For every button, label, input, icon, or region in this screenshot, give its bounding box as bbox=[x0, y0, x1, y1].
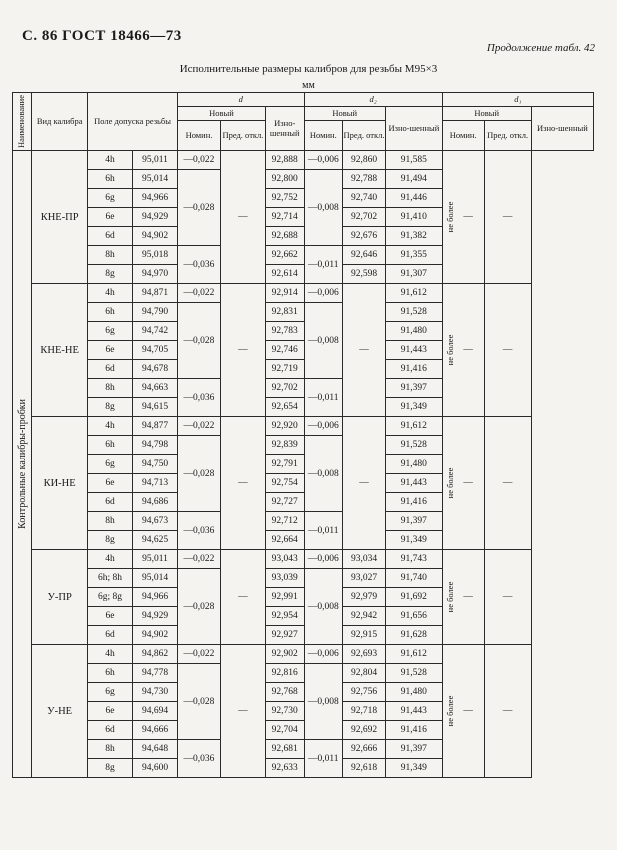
d1-nominal: 91,743 bbox=[385, 550, 442, 569]
tolerance-field: 4h bbox=[88, 645, 133, 664]
d-deviation: —0,022 bbox=[178, 645, 221, 664]
col-name-header: Наименование bbox=[13, 93, 32, 151]
d2-worn: 92,718 bbox=[343, 702, 386, 721]
d2-deviation: —0,006 bbox=[304, 417, 343, 436]
d2-nominal: 92,920 bbox=[265, 417, 304, 436]
tolerance-field: 8h bbox=[88, 512, 133, 531]
d-deviation: —0,022 bbox=[178, 417, 221, 436]
d2-worn-header: Изно-шенный bbox=[385, 107, 442, 151]
d2-nominal: 92,800 bbox=[265, 170, 304, 189]
col-d1-header: d₁ bbox=[442, 93, 593, 107]
d2-worn: 92,756 bbox=[343, 683, 386, 702]
d-deviation: —0,028 bbox=[178, 569, 221, 645]
d1-nominal: 91,740 bbox=[385, 569, 442, 588]
tolerance-field: 6h bbox=[88, 664, 133, 683]
d1-nominal: 91,480 bbox=[385, 455, 442, 474]
d2-worn: 92,598 bbox=[343, 265, 386, 284]
d1-deviation: — bbox=[463, 706, 473, 716]
tolerance-field: 6d bbox=[88, 227, 133, 246]
d-nominal: 94,929 bbox=[133, 208, 178, 227]
page-header: С. 86 ГОСТ 18466—73 bbox=[22, 28, 182, 44]
d1-nominal: 91,382 bbox=[385, 227, 442, 246]
d2-worn: 92,740 bbox=[343, 189, 386, 208]
d-nominal: 94,862 bbox=[133, 645, 178, 664]
d-nominal: 94,871 bbox=[133, 284, 178, 303]
col-kind-header: Вид калибра bbox=[32, 93, 88, 151]
d1-worn: — bbox=[484, 550, 531, 645]
d-nominal: 94,902 bbox=[133, 626, 178, 645]
d1-nominal: 91,443 bbox=[385, 341, 442, 360]
d2-worn: — bbox=[343, 284, 386, 417]
d2-deviation: —0,006 bbox=[304, 284, 343, 303]
d2-deviation: —0,011 bbox=[304, 246, 343, 284]
d-nominal: 94,713 bbox=[133, 474, 178, 493]
d2-deviation: —0,006 bbox=[304, 151, 343, 170]
d-deviation: —0,028 bbox=[178, 170, 221, 246]
d2-nominal: 92,839 bbox=[265, 436, 304, 455]
tolerance-field: 6e bbox=[88, 702, 133, 721]
d2-deviation: —0,008 bbox=[304, 436, 343, 512]
d-deviation: —0,036 bbox=[178, 512, 221, 550]
table-row bbox=[13, 284, 594, 303]
d2-nominal: 92,662 bbox=[265, 246, 304, 265]
d2-dev-header: Пред. откл. bbox=[343, 121, 386, 151]
d-nom-header: Номин. bbox=[178, 121, 221, 151]
d1-deviation: — bbox=[463, 478, 473, 488]
d1-nominal: 91,612 bbox=[385, 284, 442, 303]
table-body bbox=[13, 151, 594, 778]
d1-nominal: 91,480 bbox=[385, 322, 442, 341]
d-nominal: 94,673 bbox=[133, 512, 178, 531]
tolerance-field: 6e bbox=[88, 341, 133, 360]
d2-nominal: 92,954 bbox=[265, 607, 304, 626]
tolerance-field: 6g bbox=[88, 683, 133, 702]
d-worn: — bbox=[220, 417, 265, 550]
d2-worn: 92,646 bbox=[343, 246, 386, 265]
d2-worn: 92,618 bbox=[343, 759, 386, 778]
d1-deviation-cell bbox=[442, 151, 484, 284]
d2-nominal: 92,783 bbox=[265, 322, 304, 341]
d2-nominal: 92,719 bbox=[265, 360, 304, 379]
d1-nominal: 91,349 bbox=[385, 531, 442, 550]
d-nominal: 94,778 bbox=[133, 664, 178, 683]
d-nominal: 94,798 bbox=[133, 436, 178, 455]
d-deviation: —0,022 bbox=[178, 550, 221, 569]
d-deviation: —0,036 bbox=[178, 246, 221, 284]
d2-nominal: 92,633 bbox=[265, 759, 304, 778]
d2-deviation: —0,011 bbox=[304, 512, 343, 550]
d2-nominal: 92,712 bbox=[265, 512, 304, 531]
d1-deviation-cell bbox=[442, 284, 484, 417]
d2-nominal: 92,614 bbox=[265, 265, 304, 284]
d2-nominal: 92,702 bbox=[265, 379, 304, 398]
d2-deviation: —0,006 bbox=[304, 550, 343, 569]
d-nominal: 94,970 bbox=[133, 265, 178, 284]
col-d-header: d bbox=[178, 93, 304, 107]
d1-nominal: 91,443 bbox=[385, 474, 442, 493]
d-deviation: —0,028 bbox=[178, 436, 221, 512]
d1-nominal: 91,480 bbox=[385, 683, 442, 702]
tolerance-field: 6h bbox=[88, 303, 133, 322]
d1-dev-header: Пред. откл. bbox=[484, 121, 531, 151]
d2-nominal: 92,902 bbox=[265, 645, 304, 664]
tolerance-field: 6g bbox=[88, 455, 133, 474]
col-d2-header: d₂ bbox=[304, 93, 442, 107]
not-more-label: не более bbox=[444, 201, 455, 233]
d-nominal: 94,663 bbox=[133, 379, 178, 398]
tolerance-field: 6e bbox=[88, 474, 133, 493]
d2-worn: 92,860 bbox=[343, 151, 386, 170]
d1-deviation-cell bbox=[442, 645, 484, 778]
d1-worn: — bbox=[484, 151, 531, 284]
d-nominal: 94,750 bbox=[133, 455, 178, 474]
d2-worn: 92,693 bbox=[343, 645, 386, 664]
d2-worn: 92,804 bbox=[343, 664, 386, 683]
tolerance-field: 8g bbox=[88, 265, 133, 284]
tolerance-field: 6e bbox=[88, 208, 133, 227]
d2-worn: 92,915 bbox=[343, 626, 386, 645]
d2-deviation: —0,008 bbox=[304, 170, 343, 246]
d1-worn: — bbox=[484, 284, 531, 417]
d1-nominal: 91,349 bbox=[385, 398, 442, 417]
d-worn: — bbox=[220, 151, 265, 284]
tolerance-field: 4h bbox=[88, 284, 133, 303]
d1-deviation: — bbox=[463, 592, 473, 602]
d-nominal: 95,014 bbox=[133, 569, 178, 588]
d-nominal: 95,018 bbox=[133, 246, 178, 265]
tolerance-field: 6h bbox=[88, 436, 133, 455]
table-head bbox=[13, 93, 594, 151]
d2-nominal: 92,664 bbox=[265, 531, 304, 550]
d1-worn: — bbox=[484, 417, 531, 550]
table-row bbox=[13, 645, 594, 664]
table-row bbox=[13, 151, 594, 170]
d-nominal: 94,966 bbox=[133, 189, 178, 208]
calibre-table bbox=[12, 92, 594, 778]
d1-nominal: 91,416 bbox=[385, 493, 442, 512]
tolerance-field: 8h bbox=[88, 379, 133, 398]
tolerance-field: 4h bbox=[88, 417, 133, 436]
tolerance-field: 8h bbox=[88, 246, 133, 265]
tolerance-field: 6g bbox=[88, 322, 133, 341]
d1-nominal: 91,528 bbox=[385, 436, 442, 455]
d2-worn: 93,034 bbox=[343, 550, 386, 569]
d1-nominal: 91,612 bbox=[385, 417, 442, 436]
d1-nominal: 91,397 bbox=[385, 379, 442, 398]
d1-worn-header: Изно-шенный bbox=[531, 107, 593, 151]
d-nominal: 94,694 bbox=[133, 702, 178, 721]
d1-nominal: 91,349 bbox=[385, 759, 442, 778]
d1-nominal: 91,528 bbox=[385, 664, 442, 683]
d-nominal: 94,929 bbox=[133, 607, 178, 626]
d1-nominal: 91,494 bbox=[385, 170, 442, 189]
d-nominal: 94,902 bbox=[133, 227, 178, 246]
tolerance-field: 6h bbox=[88, 170, 133, 189]
d2-new-header: Новый bbox=[304, 107, 385, 121]
d2-deviation: —0,011 bbox=[304, 740, 343, 778]
d1-nominal: 91,446 bbox=[385, 189, 442, 208]
group-label-cell bbox=[13, 151, 32, 778]
tolerance-field: 6d bbox=[88, 493, 133, 512]
d1-nominal: 91,416 bbox=[385, 721, 442, 740]
d-nominal: 94,966 bbox=[133, 588, 178, 607]
d1-deviation-cell bbox=[442, 550, 484, 645]
tolerance-field: 8g bbox=[88, 759, 133, 778]
table-row bbox=[13, 417, 594, 436]
d-new-header: Новый bbox=[178, 107, 266, 121]
d-dev-header: Пред. откл. bbox=[220, 121, 265, 151]
d-deviation: —0,022 bbox=[178, 151, 221, 170]
not-more-label: не более bbox=[444, 581, 455, 613]
d2-nominal: 92,730 bbox=[265, 702, 304, 721]
not-more-label: не более bbox=[444, 695, 455, 727]
d1-nominal: 91,397 bbox=[385, 740, 442, 759]
d2-nominal: 93,043 bbox=[265, 550, 304, 569]
d2-worn: — bbox=[343, 417, 386, 550]
tolerance-field: 8g bbox=[88, 531, 133, 550]
d2-worn: 92,788 bbox=[343, 170, 386, 189]
d2-nominal: 92,816 bbox=[265, 664, 304, 683]
d-nominal: 95,011 bbox=[133, 550, 178, 569]
d-nominal: 94,686 bbox=[133, 493, 178, 512]
d2-nominal: 92,754 bbox=[265, 474, 304, 493]
d2-nominal: 92,654 bbox=[265, 398, 304, 417]
d-nominal: 94,615 bbox=[133, 398, 178, 417]
continuation-note: Продолжение табл. 42 bbox=[486, 42, 595, 54]
d1-nominal: 91,528 bbox=[385, 303, 442, 322]
d-worn: — bbox=[220, 550, 265, 645]
calibre-kind: У-ПР bbox=[32, 550, 88, 645]
tolerance-field: 4h bbox=[88, 550, 133, 569]
d-deviation: —0,036 bbox=[178, 740, 221, 778]
d2-worn: 92,942 bbox=[343, 607, 386, 626]
d-nominal: 94,730 bbox=[133, 683, 178, 702]
d1-nominal: 91,397 bbox=[385, 512, 442, 531]
d-deviation: —0,028 bbox=[178, 303, 221, 379]
d1-nom-header: Номин. bbox=[442, 121, 484, 151]
d1-nominal: 91,612 bbox=[385, 645, 442, 664]
d-nominal: 95,014 bbox=[133, 170, 178, 189]
tolerance-field: 6d bbox=[88, 721, 133, 740]
d2-worn: 92,702 bbox=[343, 208, 386, 227]
d2-deviation: —0,008 bbox=[304, 569, 343, 645]
unit-label: мм bbox=[302, 80, 315, 91]
tolerance-field: 6h; 8h bbox=[88, 569, 133, 588]
d-nominal: 94,648 bbox=[133, 740, 178, 759]
tolerance-field: 6g bbox=[88, 189, 133, 208]
d2-deviation: —0,006 bbox=[304, 645, 343, 664]
d1-nominal: 91,416 bbox=[385, 360, 442, 379]
calibre-kind: КНЕ-НЕ bbox=[32, 284, 88, 417]
d1-nominal: 91,585 bbox=[385, 151, 442, 170]
d2-nominal: 92,704 bbox=[265, 721, 304, 740]
tolerance-field: 6d bbox=[88, 360, 133, 379]
d2-worn: 92,676 bbox=[343, 227, 386, 246]
d-nominal: 94,705 bbox=[133, 341, 178, 360]
table-row bbox=[13, 550, 594, 569]
d-deviation: —0,028 bbox=[178, 664, 221, 740]
d2-deviation: —0,008 bbox=[304, 303, 343, 379]
d-worn-header: Изно-шенный bbox=[265, 107, 304, 151]
tolerance-field: 8g bbox=[88, 398, 133, 417]
d-deviation: —0,022 bbox=[178, 284, 221, 303]
col-tolerance-header: Поле допуска резьбы bbox=[88, 93, 178, 151]
d-worn: — bbox=[220, 645, 265, 778]
d2-nominal: 92,888 bbox=[265, 151, 304, 170]
d2-worn: 92,979 bbox=[343, 588, 386, 607]
d-nominal: 94,678 bbox=[133, 360, 178, 379]
d1-nominal: 91,410 bbox=[385, 208, 442, 227]
d-nominal: 94,625 bbox=[133, 531, 178, 550]
tolerance-field: 6g; 8g bbox=[88, 588, 133, 607]
d-deviation: —0,036 bbox=[178, 379, 221, 417]
d1-nominal: 91,692 bbox=[385, 588, 442, 607]
d1-nominal: 91,656 bbox=[385, 607, 442, 626]
tolerance-field: 6e bbox=[88, 607, 133, 626]
d2-nominal: 92,688 bbox=[265, 227, 304, 246]
d2-nominal: 92,831 bbox=[265, 303, 304, 322]
d-nominal: 94,666 bbox=[133, 721, 178, 740]
d1-deviation: — bbox=[463, 212, 473, 222]
d1-deviation: — bbox=[463, 345, 473, 355]
calibre-kind: КНЕ-ПР bbox=[32, 151, 88, 284]
d1-worn: — bbox=[484, 645, 531, 778]
d1-nominal: 91,443 bbox=[385, 702, 442, 721]
d2-nominal: 92,791 bbox=[265, 455, 304, 474]
d1-nominal: 91,628 bbox=[385, 626, 442, 645]
d2-worn: 92,666 bbox=[343, 740, 386, 759]
d2-deviation: —0,011 bbox=[304, 379, 343, 417]
tolerance-field: 8h bbox=[88, 740, 133, 759]
d2-nominal: 92,914 bbox=[265, 284, 304, 303]
d1-nominal: 91,307 bbox=[385, 265, 442, 284]
d2-nominal: 92,746 bbox=[265, 341, 304, 360]
d2-nom-header: Номин. bbox=[304, 121, 343, 151]
d2-nominal: 92,927 bbox=[265, 626, 304, 645]
d2-nominal: 92,714 bbox=[265, 208, 304, 227]
d2-nominal: 92,752 bbox=[265, 189, 304, 208]
d1-nominal: 91,355 bbox=[385, 246, 442, 265]
calibre-kind: У-НЕ bbox=[32, 645, 88, 778]
calibre-kind: КИ-НЕ bbox=[32, 417, 88, 550]
d2-nominal: 93,039 bbox=[265, 569, 304, 588]
d2-deviation: —0,008 bbox=[304, 664, 343, 740]
tolerance-field: 4h bbox=[88, 151, 133, 170]
d-worn: — bbox=[220, 284, 265, 417]
not-more-label: не более bbox=[444, 334, 455, 366]
d2-nominal: 92,991 bbox=[265, 588, 304, 607]
d2-worn: 92,692 bbox=[343, 721, 386, 740]
d1-new-header: Новый bbox=[442, 107, 531, 121]
d1-deviation-cell bbox=[442, 417, 484, 550]
d2-nominal: 92,681 bbox=[265, 740, 304, 759]
d-nominal: 95,011 bbox=[133, 151, 178, 170]
not-more-label: не более bbox=[444, 467, 455, 499]
d2-worn: 93,027 bbox=[343, 569, 386, 588]
d-nominal: 94,790 bbox=[133, 303, 178, 322]
tolerance-field: 6d bbox=[88, 626, 133, 645]
d2-nominal: 92,768 bbox=[265, 683, 304, 702]
d-nominal: 94,877 bbox=[133, 417, 178, 436]
d-nominal: 94,742 bbox=[133, 322, 178, 341]
table-title: Исполнительные размеры калибров для резьбы М95×3 bbox=[179, 63, 438, 75]
d2-nominal: 92,727 bbox=[265, 493, 304, 512]
group-label: Контрольные калибры-пробки bbox=[16, 399, 28, 529]
d-nominal: 94,600 bbox=[133, 759, 178, 778]
